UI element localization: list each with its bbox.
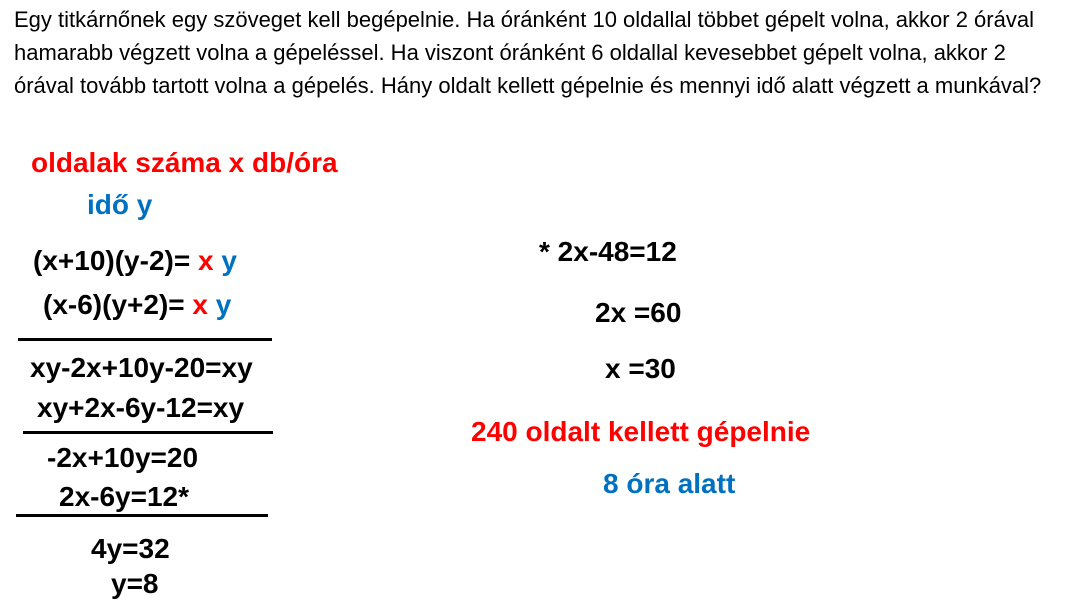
equation-2-x: x	[192, 289, 208, 320]
problem-statement: Egy titkárnőnek egy szöveget kell begépelnie. Ha óránként 10 oldallal többet gépelt volna, akkor 2 órával hamarabb végzett volna a gépeléssel. Ha viszont óránként 6 oldallal kevesebbet gépelt volna, akkor 2 órával tovább tartott volna a gépelés. Hány oldalt kellett gépelnie és mennyi idő alatt végzett a munkával?	[14, 7, 1042, 98]
answer-pages: 240 oldalt kellett gépelnie	[471, 416, 811, 447]
divider-line-1	[18, 338, 272, 341]
simplified-equation-1: -2x+10y=20	[47, 442, 199, 473]
expanded-equation-1: xy-2x+10y-20=xy	[30, 352, 253, 383]
result-x: x =30	[605, 353, 676, 384]
equation-2	[43, 288, 231, 322]
equation-1-x: x	[197, 245, 214, 276]
expanded-equation-2: xy+2x-6y-12=xy	[37, 392, 245, 423]
equation-1-y: y	[221, 245, 237, 276]
equation-2-left: (x-6)(y+2)=	[43, 289, 185, 320]
divider-line-2	[23, 431, 273, 434]
sum-equation: 4y=32	[91, 533, 170, 564]
result-y: y=8	[111, 568, 159, 599]
substitution-step: * 2x-48=12	[539, 236, 677, 267]
step-2x: 2x =60	[595, 297, 682, 328]
equation-2-y: y	[215, 289, 232, 320]
definition-pages: oldalak száma x db/óra	[31, 147, 338, 178]
equation-1	[33, 244, 237, 278]
divider-line-3	[16, 514, 268, 517]
answer-time: 8 óra alatt	[603, 468, 736, 499]
definition-time: idő y	[87, 189, 153, 220]
equation-1-left: (x+10)(y-2)=	[33, 245, 191, 276]
simplified-equation-2: 2x-6y=12*	[59, 481, 190, 512]
